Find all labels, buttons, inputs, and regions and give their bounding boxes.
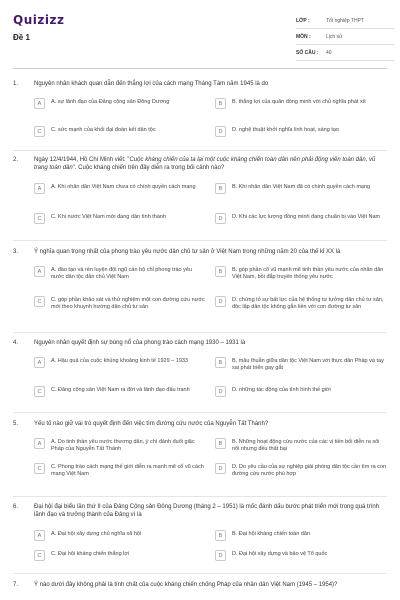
option-text: A. đào tạo và rèn luyện đội ngũ cán bộ chỉ phong trào yêu nước dân tộc dân chủ Việt Nam — [51, 267, 192, 280]
option-letter: B — [215, 438, 226, 449]
meta-label: MÔN : — [296, 33, 311, 40]
meta-row-subject — [296, 29, 394, 45]
option-letter: D — [215, 296, 226, 307]
option-text: A. Hậu quả của cuộc khủng khoảng kinh tế 1929 – 1933 — [51, 358, 188, 364]
question-number: 3. — [13, 249, 19, 255]
option-a[interactable] — [34, 182, 206, 194]
option-d[interactable] — [215, 125, 387, 137]
question-text: Nguyên nhân quyết định sự bùng nổ của phong trào cách mạng 1930 – 1931 là — [34, 340, 246, 346]
option-letter: B — [215, 530, 226, 541]
option-letter: A — [34, 438, 45, 449]
option-text: D. những tác động của tình hình thế giới — [232, 387, 331, 393]
option-text: D. nghệ thuật khởi nghĩa linh hoạt, sáng tạo — [232, 127, 339, 133]
option-text: C. góp phần khảo sát và thử nghiệm một con đường cứu nước mới theo khuynh hướng dân chủ tư sản — [51, 297, 205, 310]
option-d[interactable] — [215, 549, 387, 561]
option-text: C. Khi nước Việt Nam mới đang dân tình thành — [51, 214, 167, 220]
option-text: C. sức mạnh của khối đại đoàn kết dân tộc — [51, 127, 156, 133]
option-letter: A — [34, 183, 45, 194]
meta-value: Lịch sử — [326, 33, 343, 40]
question-4 — [13, 339, 387, 395]
option-text: A. Do tinh thần yêu nước thương dân, ý chí đánh đuổi giặc Pháp của Nguyễn Tất Thành — [51, 439, 195, 452]
option-d[interactable] — [215, 295, 387, 311]
option-letter: C — [34, 296, 45, 307]
option-text: D. chứng tỏ sự bất lực của hệ thống tư tưởng dân chủ tư sản, độc lập dân tộc không gắn liền với con đường tư sản — [232, 297, 384, 310]
option-b[interactable] — [215, 182, 387, 194]
question-text: Nguyên nhân khách quan dẫn đến thắng lợi của cách mạng Tháng Tám năm 1945 là do — [34, 81, 269, 87]
question-7 — [13, 581, 387, 589]
option-d[interactable] — [215, 385, 387, 397]
option-c[interactable] — [34, 385, 206, 397]
option-c[interactable] — [34, 549, 206, 561]
option-letter: D — [215, 213, 226, 224]
question-divider — [13, 150, 387, 151]
question-text: Ý nghĩa quan trọng nhất của phong trào yêu nước dân chủ tư sản ở Việt Nam trong những năm 20 của thế kỉ XX là — [34, 249, 341, 255]
option-letter: C — [34, 386, 45, 397]
question-number: 4. — [13, 340, 19, 346]
question-5 — [13, 420, 387, 477]
option-letter: D — [215, 550, 226, 561]
question-number: 5. — [13, 421, 19, 427]
option-text: B. góp phần cổ vũ mạnh mẽ tinh thần yêu nước của nhân dân Việt Nam, bồi đắp truyền thống yêu nước — [232, 267, 384, 280]
option-letter: C — [34, 126, 45, 137]
option-text: A. sự lãnh đạo của Đảng cộng sản Đông Dương — [51, 99, 170, 105]
quizizz-logo: Quizizz — [13, 13, 65, 27]
option-text: A. Khi nhân dân Việt Nam chưa có chính quyền cách mạng — [51, 184, 196, 190]
question-text: Yếu tố nào giữ vai trò quyết định đến việc tìm đường cứu nước của Nguyễn Tất Thành? — [34, 421, 269, 427]
option-text: B. mâu thuẫn giữa dân tộc Việt Nam với thực dân Pháp và tay sai phát triển gay gắt — [232, 358, 384, 371]
meta-label: SỐ CÂU : — [296, 49, 319, 56]
option-d[interactable] — [215, 212, 387, 224]
meta-row-class — [296, 13, 394, 29]
option-text: D. Khi các lực lượng đồng minh đang chuẩn bị vào Việt Nam — [232, 214, 381, 220]
question-divider — [13, 573, 387, 574]
meta-table — [296, 13, 394, 61]
option-b[interactable] — [215, 356, 387, 372]
option-letter: C — [34, 213, 45, 224]
option-a[interactable] — [34, 356, 206, 368]
option-a[interactable] — [34, 529, 206, 541]
option-letter: B — [215, 266, 226, 277]
header-divider — [13, 68, 387, 69]
option-text: C. Đại hội kháng chiến thắng lợi — [51, 551, 130, 557]
option-text: B. thắng lợi của quân đồng minh với chủ nghĩa phát xít — [232, 99, 366, 105]
option-text: C. Phong trào cách mạng thế giới diễn ra mạnh mẽ cổ vũ cách mạng Việt Nam — [51, 464, 204, 477]
option-text: C. Đảng cộng sản Việt Nam ra đời và lãnh đạo đấu tranh — [51, 387, 190, 393]
meta-label: LỚP : — [296, 17, 310, 24]
option-letter: C — [34, 463, 45, 474]
meta-row-count — [296, 45, 394, 61]
option-text: D. Do yêu cầu của sự nghiệp giải phóng dân tộc cần tìm ra con đường cứu nước phù hợp — [232, 464, 387, 477]
question-number: 2. — [13, 157, 19, 163]
option-text: A. Đại hội xây dựng chủ nghĩa xã hội — [51, 531, 142, 537]
option-letter: C — [34, 550, 45, 561]
question-1 — [13, 80, 387, 135]
option-c[interactable] — [34, 125, 206, 137]
option-text: B. Khi nhân dân Việt Nam đã có chính quyền cách mạng — [232, 184, 371, 190]
worksheet-header — [0, 0, 400, 68]
option-c[interactable] — [34, 462, 206, 478]
question-divider — [13, 412, 387, 413]
option-a[interactable] — [34, 265, 206, 281]
option-a[interactable] — [34, 97, 206, 109]
option-a[interactable] — [34, 437, 206, 453]
question-divider — [13, 240, 387, 241]
question-number: 6. — [13, 504, 19, 510]
question-text: Đại hội đại biểu lần thứ II của Đảng Cộng sản Đông Dương (tháng 2 – 1951) là mốc đánh dấu bước phát triển mới trong quá trình lãnh đạo và trưởng thành của Đảng vì là — [34, 504, 380, 518]
option-letter: D — [215, 386, 226, 397]
option-d[interactable] — [215, 462, 387, 478]
option-text: B. Đại hội kháng chiến toàn dân — [232, 531, 310, 537]
option-letter: B — [215, 183, 226, 194]
option-letter: D — [215, 126, 226, 137]
question-divider — [13, 332, 387, 333]
option-letter: D — [215, 463, 226, 474]
option-letter: B — [215, 357, 226, 368]
question-text: Ngày 12/4/1944, Hồ Chí Minh viết: "Cuộc kháng chiến của ta lại một cuộc kháng chiến toàn dân nên phải động viên toàn dân, vũ trang toàn dân". Cuộc kháng chiến trên đây diễn ra trong bối cảnh nào? — [34, 157, 376, 171]
option-letter: A — [34, 357, 45, 368]
question-3 — [13, 248, 387, 310]
meta-value: 40 — [326, 49, 332, 56]
question-2 — [13, 156, 387, 222]
option-b[interactable] — [215, 265, 387, 281]
page-title: Đề 1 — [13, 33, 30, 42]
option-letter: A — [34, 98, 45, 109]
option-b[interactable] — [215, 97, 387, 109]
option-b[interactable] — [215, 529, 387, 541]
question-6 — [13, 503, 387, 559]
option-letter: A — [34, 266, 45, 277]
option-text: B. Những hoạt động cứu nước của các vị tiền bối diễn ra sôi nổi nhưng đều thất bại — [232, 439, 380, 452]
question-divider — [13, 496, 387, 497]
option-letter: A — [34, 530, 45, 541]
meta-value: Tốt nghiệp THPT — [326, 17, 364, 24]
option-c[interactable] — [34, 212, 206, 224]
option-letter: B — [215, 98, 226, 109]
question-text: Ý nào dưới đây không phải là tính chất của cuộc kháng chiến chống Pháp của nhân dân Việt Nam (1945 – 1954)? — [34, 582, 338, 588]
question-number: 7. — [13, 582, 19, 588]
option-c[interactable] — [34, 295, 206, 311]
question-number: 1. — [13, 81, 19, 87]
option-b[interactable] — [215, 437, 387, 453]
option-text: D. Đại hội xây dựng và bảo vệ Tổ quốc — [232, 551, 328, 557]
